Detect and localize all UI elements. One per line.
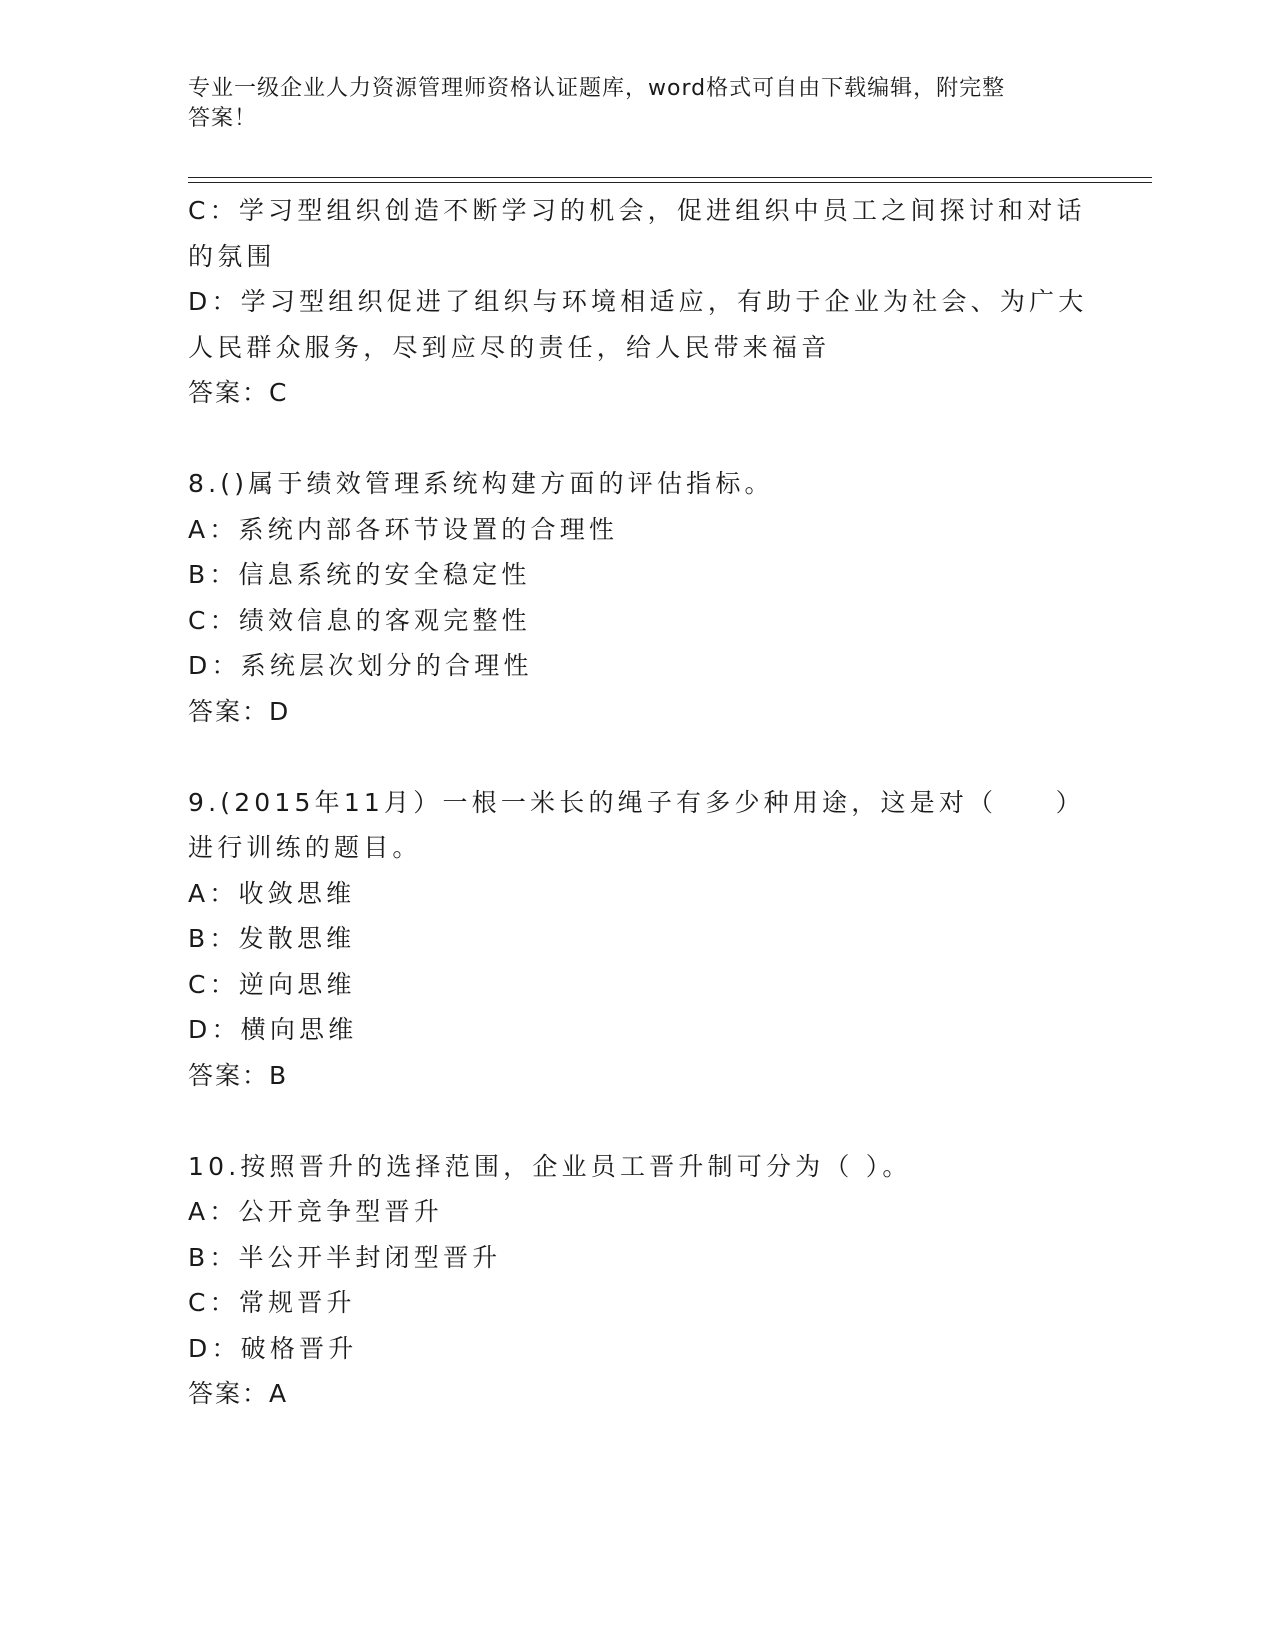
question-stem-line-1: 9.(2015年11月）一根一米长的绳子有多少种用途，这是对（ ）: [188, 787, 1085, 817]
spacer: [188, 734, 1088, 780]
option-c: C：逆向思维: [188, 969, 356, 999]
header-divider-top: [188, 177, 1152, 178]
question-stem-line-2: 进行训练的题目。: [188, 833, 422, 862]
answer-label: 答案：C: [188, 378, 289, 407]
option-d: D：破格晋升: [188, 1333, 358, 1363]
option-d: D：系统层次划分的合理性: [188, 651, 533, 680]
answer-label: 答案：D: [188, 696, 291, 726]
question-7-tail: [188, 188, 1088, 416]
question-8: [188, 461, 1088, 734]
option-d: D：横向思维: [188, 1015, 358, 1044]
option-d-line-1: D：学习型组织促进了组织与环境相适应，有助于企业为社会、为广大: [188, 287, 1088, 316]
spacer: [188, 416, 1088, 462]
question-9: [188, 780, 1088, 1099]
option-d-line-2: 人民群众服务，尽到应尽的责任，给人民带来福音: [188, 332, 831, 362]
option-b: B：发散思维: [188, 924, 356, 953]
option-c: C：常规晋升: [188, 1288, 356, 1317]
option-a: A：公开竞争型晋升: [188, 1197, 443, 1226]
option-a: A：系统内部各环节设置的合理性: [188, 514, 619, 544]
option-a: A：收敛思维: [188, 878, 356, 908]
question-10: [188, 1144, 1088, 1417]
answer-label: 答案：A: [188, 1379, 289, 1408]
option-c-line-1: C：学习型组织创造不断学习的机会，促进组织中员工之间探讨和对话: [188, 196, 1086, 225]
question-stem: 8.()属于绩效管理系统构建方面的评估指标。: [188, 469, 774, 498]
option-c-line-2: 的氛围: [188, 241, 276, 271]
header-line-1: 专业一级企业人力资源管理师资格认证题库，word格式可自由下载编辑，附完整: [188, 76, 1006, 101]
answer-label: 答案：B: [188, 1060, 289, 1090]
header-divider-bottom: [188, 182, 1152, 183]
header-line-2: 答案！: [188, 106, 258, 131]
question-list: [188, 188, 1088, 1417]
document-header: [188, 74, 1068, 134]
option-c: C：绩效信息的客观完整性: [188, 605, 531, 635]
spacer: [188, 1098, 1088, 1144]
option-b: B：半公开半封闭型晋升: [188, 1242, 502, 1272]
option-b: B：信息系统的安全稳定性: [188, 560, 531, 589]
question-stem: 10.按照晋升的选择范围，企业员工晋升制可分为（ ）。: [188, 1151, 912, 1181]
